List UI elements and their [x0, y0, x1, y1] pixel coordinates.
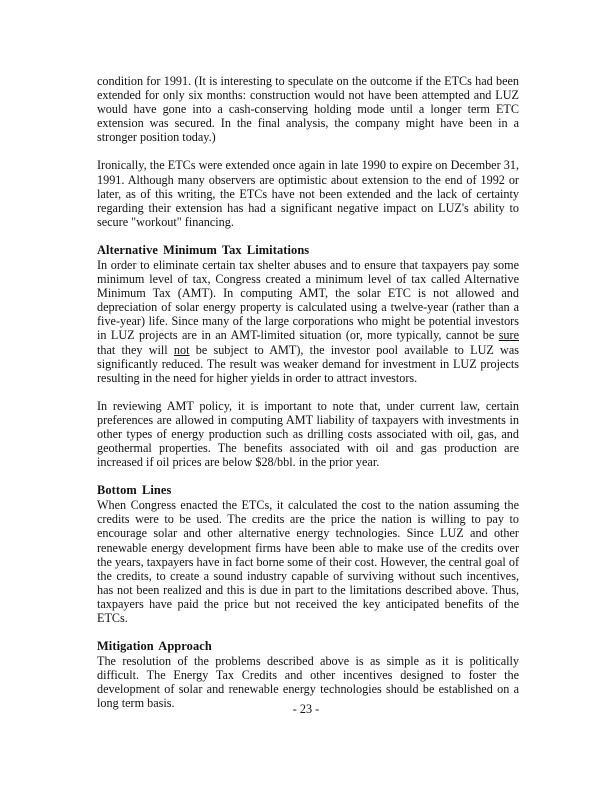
heading-mitigation-approach: Mitigation Approach [97, 639, 212, 654]
heading-amt-limitations: Alternative Minimum Tax Limitations [97, 242, 310, 257]
paragraph-etc-speculation: condition for 1991. (It is interesting to speculate on the outcome if the ETCs had been extended for only six months: construction would not have been attempted and LUZ would have gone into a cash-conserving holding mode until a longer term ETC extension was secured. In the final analysis, the company might have been in a stronger position today.) [97, 74, 519, 145]
paragraph-etc-extension: Ironically, the ETCs were extended once again in late 1990 to expire on December 31, 1991. Although many observers are optimistic about extension to the end of 1992 or later, as of this writing, the ETCs have not been extended and the lack of certainty regarding their extension has had a significant negative impact on LUZ's ability to secure "workout" financing. [97, 158, 519, 229]
document-page [97, 74, 519, 724]
emphasis-not: not [173, 342, 190, 357]
paragraph-bottom-lines: When Congress enacted the ETCs, it calculated the cost to the nation assuming the credits were to be used. The credits are the price the nation is willing to pay to encourage solar and other alternative energy technologies. Since LUZ and other renewable energy development firms have been able to make use of the credits over the years, taxpayers have in fact borne some of their cost. However, the central goal of the credits, to create a sound industry capable of surviving without such incentives, has not been realized and this is due in part to the limitations described above. Thus, taxpayers have paid the price but not received the key anticipated benefits of the ETCs. [97, 498, 519, 625]
heading-bottom-lines: Bottom Lines [97, 483, 172, 498]
paragraph-amt: In order to eliminate certain tax shelter abuses and to ensure that taxpayers pay some minimum level of tax, Congress created a minimum level of tax called Alternative Minimum Tax (AMT). In computing AMT, the solar ETC is not allowed and depreciation of solar energy property is calculated using a twelve-year (rather than a five-year) life. Since many of the large corporations who might be potential investors in LUZ projects are in an AMT-limited situation (or, more typically, cannot be sure that they will not be subject to AMT), the investor pool available to LUZ was significantly reduced. The result was weaker demand for investment in LUZ projects resulting in the need for higher yields in order to attract investors. [97, 257, 520, 385]
paragraph-mitigation: The resolution of the problems described above is as simple as it is politically difficult. The Energy Tax Credits and other incentives designed to foster the development of solar and renewable energy technologies should be established on a long term basis. [97, 654, 519, 711]
page-number: - 23 - [292, 702, 320, 716]
emphasis-sure: sure [498, 328, 519, 343]
paragraph-amt-policy: In reviewing AMT policy, it is important to note that, under current law, certain preferences are allowed in computing AMT liability of taxpayers with investments in other types of energy production such as drilling costs associated with oil, gas, and geothermal properties. The benefits associated with oil and gas production are increased if oil prices are below $28/bbl. in the prior year. [97, 398, 519, 470]
